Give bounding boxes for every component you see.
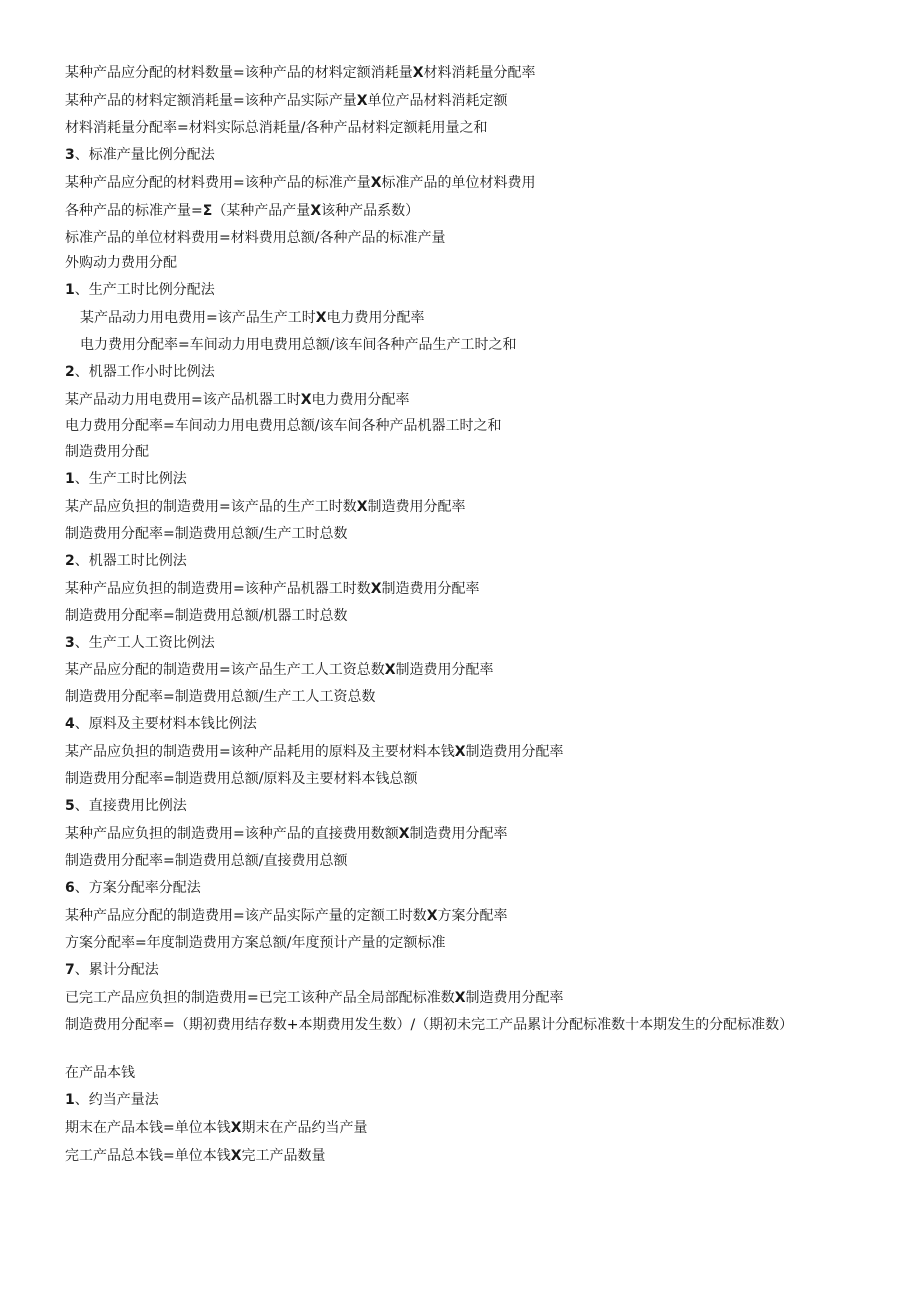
- section-heading: 1、生产工时比例法: [65, 471, 187, 487]
- formula-line: 制造费用分配率=制造费用总额/机器工时总数: [65, 608, 348, 624]
- section-heading: 1、生产工时比例分配法: [65, 282, 215, 298]
- formula-line: 制造费用分配率=制造费用总额/生产工时总数: [65, 526, 348, 542]
- formula-line: 完工产品总本钱=单位本钱X完工产品数量: [65, 1148, 326, 1164]
- chapter-heading: 外购动力费用分配: [65, 255, 177, 271]
- formula-line: 制造费用分配率=（期初费用结存数+本期费用发生数）/（期初未完工产品累计分配标准数十本期发生的分配标准数）: [65, 1017, 794, 1033]
- section-heading: 2、机器工时比例法: [65, 553, 187, 569]
- formula-line: 某种产品应分配的材料数量=该种产品的材料定额消耗量X材料消耗量分配率: [65, 65, 536, 81]
- formula-line: 已完工产品应负担的制造费用=已完工该种产品全局部配标准数X制造费用分配率: [65, 990, 564, 1006]
- formula-line: 某种产品的材料定额消耗量=该种产品实际产量X单位产品材料消耗定额: [65, 93, 508, 109]
- section-heading: 3、生产工人工资比例法: [65, 635, 215, 651]
- formula-line: 某种产品应负担的制造费用=该种产品的直接费用数额X制造费用分配率: [65, 826, 508, 842]
- section-heading: 5、直接费用比例法: [65, 798, 187, 814]
- section-heading: 2、机器工作小时比例法: [65, 364, 215, 380]
- formula-line: 方案分配率=年度制造费用方案总额/年度预计产量的定额标准: [65, 935, 446, 951]
- formula-line: 某产品应负担的制造费用=该产品的生产工时数X制造费用分配率: [65, 499, 466, 515]
- formula-line: 某产品动力用电费用=该产品生产工时X电力费用分配率: [80, 310, 425, 326]
- formula-line: 电力费用分配率=车间动力用电费用总额/该车间各种产品生产工时之和: [80, 337, 517, 353]
- section-heading: 4、原料及主要材料本钱比例法: [65, 716, 257, 732]
- formula-line: 电力费用分配率=车间动力用电费用总额/该车间各种产品机器工时之和: [65, 418, 502, 434]
- section-heading: 3、标准产量比例分配法: [65, 147, 215, 163]
- chapter-heading: 制造费用分配: [65, 444, 149, 460]
- formula-line: 各种产品的标准产量=Σ（某种产品产量X该种产品系数）: [65, 203, 420, 219]
- chapter-heading: 在产品本钱: [65, 1065, 135, 1081]
- formula-line: 某种产品应负担的制造费用=该种产品机器工时数X制造费用分配率: [65, 581, 480, 597]
- section-heading: 1、约当产量法: [65, 1092, 159, 1108]
- formula-line: 某产品动力用电费用=该产品机器工时X电力费用分配率: [65, 392, 410, 408]
- formula-line: 某种产品应分配的材料费用=该种产品的标准产量X标准产品的单位材料费用: [65, 175, 536, 191]
- section-heading: 6、方案分配率分配法: [65, 880, 201, 896]
- formula-line: 制造费用分配率=制造费用总额/生产工人工资总数: [65, 689, 376, 705]
- formula-line: 制造费用分配率=制造费用总额/直接费用总额: [65, 853, 348, 869]
- section-heading: 7、累计分配法: [65, 962, 159, 978]
- formula-line: 制造费用分配率=制造费用总额/原料及主要材料本钱总额: [65, 771, 418, 787]
- formula-line: 某产品应负担的制造费用=该种产品耗用的原料及主要材料本钱X制造费用分配率: [65, 744, 564, 760]
- formula-line: 某产品应分配的制造费用=该产品生产工人工资总数X制造费用分配率: [65, 662, 494, 678]
- formula-line: 期末在产品本钱=单位本钱X期末在产品约当产量: [65, 1120, 368, 1136]
- formula-line: 标准产品的单位材料费用=材料费用总额/各种产品的标准产量: [65, 230, 446, 246]
- formula-line: 某种产品应分配的制造费用=该产品实际产量的定额工时数X方案分配率: [65, 908, 508, 924]
- formula-line: 材料消耗量分配率=材料实际总消耗量/各种产品材料定额耗用量之和: [65, 120, 488, 136]
